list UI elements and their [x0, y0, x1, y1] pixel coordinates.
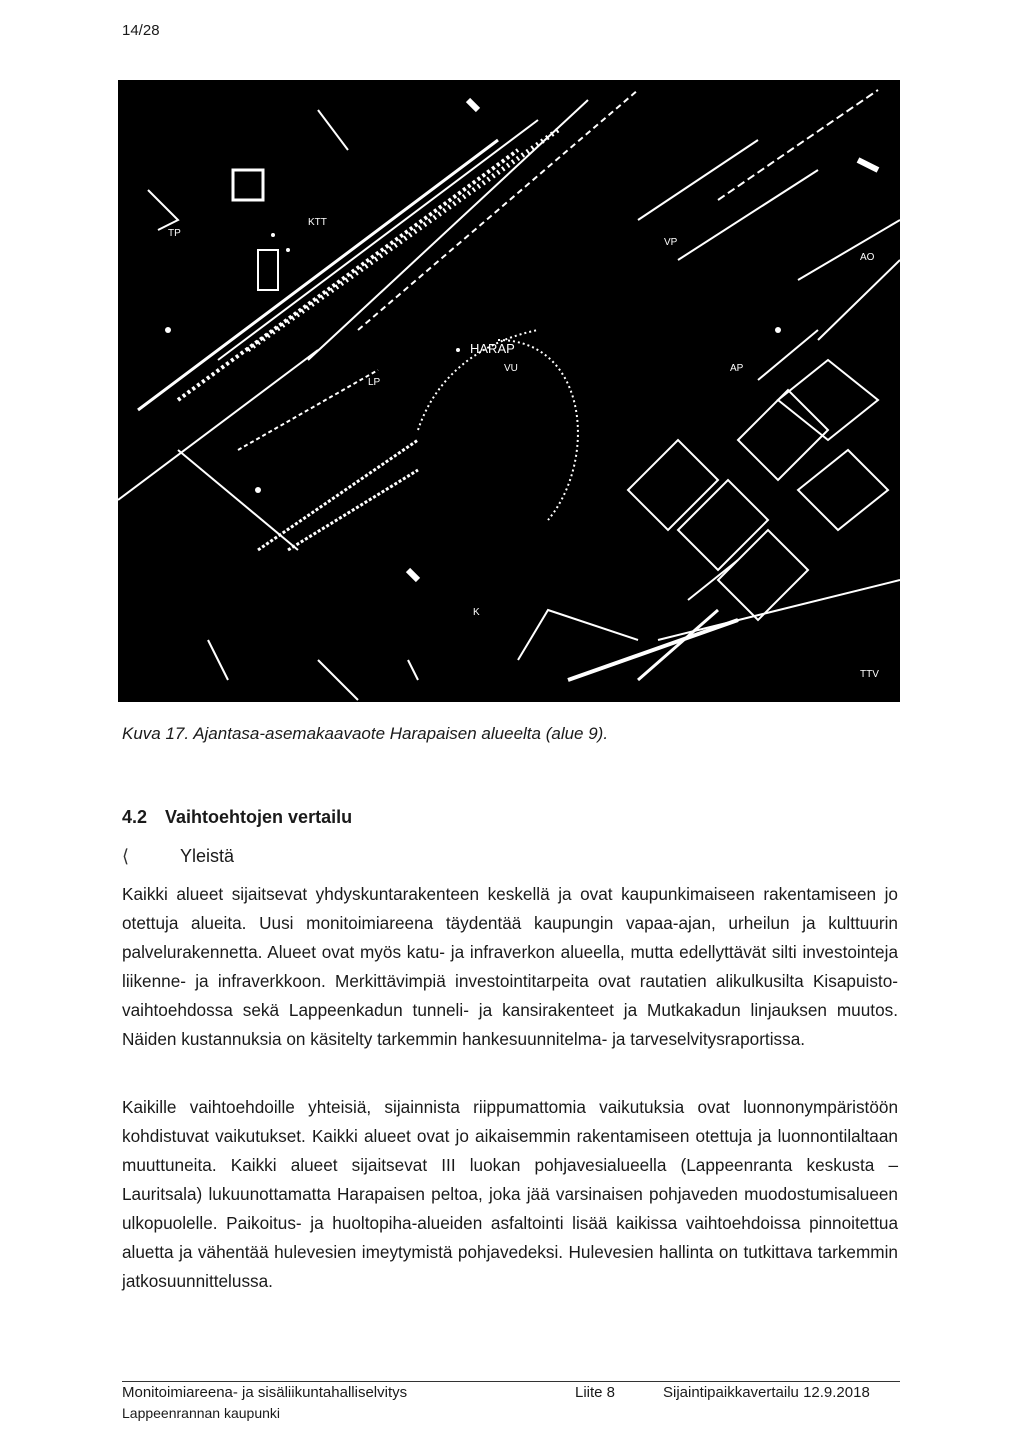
map-label-tp: TP	[168, 228, 181, 239]
body-paragraph: Kaikki alueet sijaitsevat yhdyskuntarakenteen keskellä ja ovat kaupunkimaiseen rakentamiseen jo otettuja alueita. Uusi monitoimiareena täydentää kaupungin vapaa-ajan, urheilun ja kulttuurin palvelurakennetta. Alueet ovat myös katu- ja infraverkon alueella, mutta edellyttävät silti investointeja liikenne- ja infraverkkoon. Merkittävimpiä investointitarpeita ovat rautatien alikulkusilta Kisapuisto-vaihtoehdossa sekä Lappeenkadun tunneli- ja kansirakenteet ja Mutkakadun linjauksen muutos. Näiden kustannuksia on käsitelty tarkemmin hankesuunnitelma- ja tarveselvitysraportissa.	[122, 884, 898, 1049]
map-label-vp: VP	[664, 237, 678, 248]
map-label-vu: VU	[504, 363, 518, 374]
map-label-ktt: KTT	[308, 217, 327, 228]
footer-document: Sijaintipaikkavertailu 12.9.2018	[663, 1384, 870, 1401]
footer-divider	[122, 1381, 900, 1382]
map-label-ao: AO	[860, 252, 875, 263]
footer-organization: Lappeenrannan kaupunki	[122, 1405, 281, 1421]
body-paragraph: Kaikille vaihtoehdoille yhteisiä, sijainnista riippumattomia vaikutuksia ovat luonnonympäristöön kohdistuvat vaikutukset. Kaikki alueet ovat jo aikaisemmin rakentamiseen otettuja ja luonnontilaltaan muuttuneita. Kaikki alueet sijaitsevat III luokan pohjavesialueella (Lappeenranta keskusta – Lauritsala) lukuunottamatta Harapaisen peltoa, joka jää varsinaisen pohjaveden muodostumisalueen ulkopuolelle. Paikoitus- ja huoltopiha-alueiden asfaltointi lisää kaikissa vaihtoehdoissa pinnoitettua aluetta ja vähentää hulevesien imeytymistä pohjavedeksi. Hulevesien hallinta on tutkittava tarkemmin jatkosuunnittelussa.	[122, 1097, 898, 1291]
zoning-map-drawing	[118, 80, 900, 702]
footer-title: Monitoimiareena- ja sisäliikuntahalliselvitys	[122, 1384, 408, 1401]
page-number: 14/28	[122, 22, 160, 39]
map-label-harap: HARAP	[470, 341, 515, 356]
map-label-lp: LP	[368, 377, 381, 388]
subheading-text: Yleistä	[180, 846, 235, 866]
map-label-k: K	[473, 607, 480, 618]
footer-appendix: Liite 8	[575, 1384, 616, 1401]
map-label-ttv: TTV	[860, 669, 879, 680]
map-label-ap: AP	[730, 363, 744, 374]
figure-caption: Kuva 17. Ajantasa-asemakaavaote Harapaisen alueelta (alue 9).	[122, 724, 609, 743]
zoning-map-image	[118, 80, 900, 702]
section-title: Vaihtoehtojen vertailu	[165, 807, 353, 827]
section-number: 4.2	[122, 807, 148, 827]
section-heading	[122, 807, 352, 828]
bullet-marker: ⟨	[122, 846, 130, 866]
subheading	[122, 846, 234, 867]
